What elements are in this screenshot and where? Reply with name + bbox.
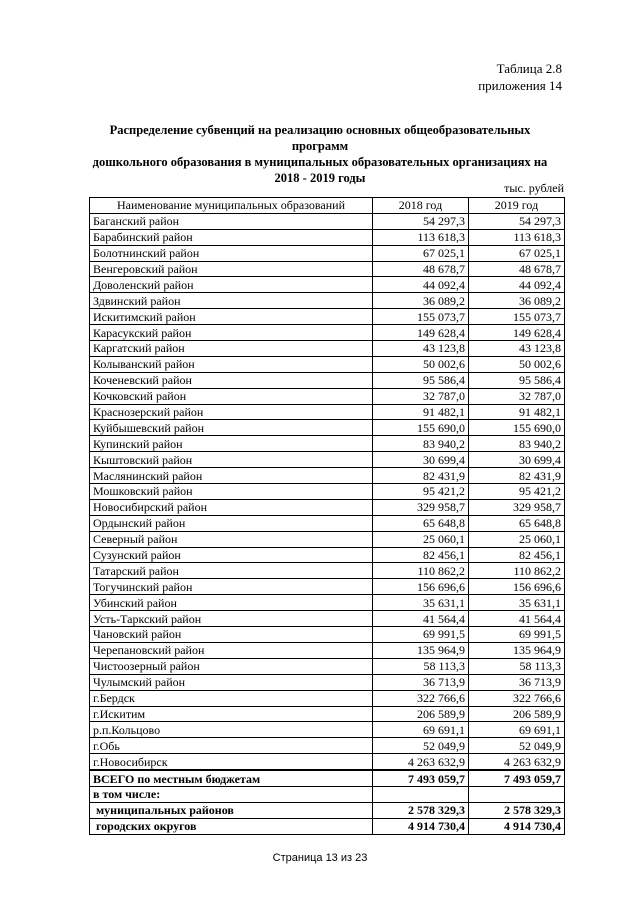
column-header-2018: 2018 год (373, 198, 469, 214)
table-row (90, 325, 565, 341)
value-2018: 50 002,6 (373, 356, 469, 372)
table-row (90, 388, 565, 404)
municipality-name: Баганский район (90, 213, 373, 229)
municipality-name: Ордынский район (90, 515, 373, 531)
municipality-name: Маслянинский район (90, 468, 373, 484)
municipality-name: Татарский район (90, 563, 373, 579)
value-2018: 52 049,9 (373, 738, 469, 754)
value-2019: 95 586,4 (469, 372, 565, 388)
municipality-name: Мошковский район (90, 484, 373, 500)
value-2018: 206 589,9 (373, 706, 469, 722)
table-row (90, 690, 565, 706)
value-2018: 58 113,3 (373, 658, 469, 674)
table-row (90, 372, 565, 388)
value-2018: 82 431,9 (373, 468, 469, 484)
table-row (90, 293, 565, 309)
value-2019: 322 766,6 (469, 690, 565, 706)
value-2019: 41 564,4 (469, 611, 565, 627)
table-row (90, 642, 565, 658)
including-row (90, 786, 565, 802)
including-label: в том числе: (90, 786, 373, 802)
table-row (90, 611, 565, 627)
value-2018: 83 940,2 (373, 436, 469, 452)
value-2018: 135 964,9 (373, 642, 469, 658)
table-row (90, 341, 565, 357)
table-row (90, 436, 565, 452)
value-2018: 36 089,2 (373, 293, 469, 309)
table-body (90, 213, 565, 770)
column-header-2019: 2019 год (469, 198, 565, 214)
municipality-name: Доволенский район (90, 277, 373, 293)
table-row (90, 579, 565, 595)
municipality-name: Здвинский район (90, 293, 373, 309)
table-row (90, 468, 565, 484)
value-2018: 67 025,1 (373, 245, 469, 261)
municipality-name: г.Новосибирск (90, 754, 373, 770)
value-2019: 69 691,1 (469, 722, 565, 738)
value-2018: 36 713,9 (373, 674, 469, 690)
table-row (90, 452, 565, 468)
subsidy-table (89, 197, 565, 835)
value-2018: 41 564,4 (373, 611, 469, 627)
table-row (90, 754, 565, 770)
municipality-name: Чистоозерный район (90, 658, 373, 674)
value-2019: 25 060,1 (469, 531, 565, 547)
value-2019: 155 073,7 (469, 309, 565, 325)
value-2018: 44 092,4 (373, 277, 469, 293)
municipality-name: Краснозерский район (90, 404, 373, 420)
municipality-name: г.Обь (90, 738, 373, 754)
value-2018: 54 297,3 (373, 213, 469, 229)
urban-districts-2019: 4 914 730,4 (469, 818, 565, 834)
value-2018: 95 586,4 (373, 372, 469, 388)
total-2019: 7 493 059,7 (469, 770, 565, 786)
value-2019: 82 431,9 (469, 468, 565, 484)
title-line-3: 2018 - 2019 годы (274, 171, 366, 185)
value-2018: 69 691,1 (373, 722, 469, 738)
table-row (90, 563, 565, 579)
table-summary (90, 770, 565, 834)
value-2018: 48 678,7 (373, 261, 469, 277)
municipality-name: Венгеровский район (90, 261, 373, 277)
municipality-name: Кочковский район (90, 388, 373, 404)
municipality-name: Купинский район (90, 436, 373, 452)
municipality-name: Кыштовский район (90, 452, 373, 468)
municipality-name: Северный район (90, 531, 373, 547)
table-row (90, 261, 565, 277)
value-2019: 149 628,4 (469, 325, 565, 341)
total-row (90, 770, 565, 786)
value-2019: 329 958,7 (469, 499, 565, 515)
municipality-name: Коченевский район (90, 372, 373, 388)
total-2018: 7 493 059,7 (373, 770, 469, 786)
value-2019: 35 631,1 (469, 595, 565, 611)
urban-districts-row (90, 818, 565, 834)
value-2018: 69 991,5 (373, 627, 469, 643)
value-2019: 95 421,2 (469, 484, 565, 500)
municipality-name: Колыванский район (90, 356, 373, 372)
value-2018: 43 123,8 (373, 341, 469, 357)
municipality-name: Болотнинский район (90, 245, 373, 261)
value-2018: 32 787,0 (373, 388, 469, 404)
appendix-number: приложения 14 (478, 78, 562, 93)
table-row (90, 658, 565, 674)
value-2019: 110 862,2 (469, 563, 565, 579)
table-header-row (90, 198, 565, 214)
municipality-name: Новосибирский район (90, 499, 373, 515)
table-row (90, 229, 565, 245)
value-2019: 113 618,3 (469, 229, 565, 245)
municipality-name: г.Искитим (90, 706, 373, 722)
municipality-name: Черепановский район (90, 642, 373, 658)
table-row (90, 706, 565, 722)
table-row (90, 245, 565, 261)
table-row (90, 404, 565, 420)
table-row (90, 595, 565, 611)
value-2019: 58 113,3 (469, 658, 565, 674)
table-row (90, 277, 565, 293)
table-row (90, 531, 565, 547)
value-2019: 54 297,3 (469, 213, 565, 229)
value-2018: 113 618,3 (373, 229, 469, 245)
value-2018: 155 073,7 (373, 309, 469, 325)
municipality-name: Чановский район (90, 627, 373, 643)
value-2019: 69 991,5 (469, 627, 565, 643)
municipal-districts-2019: 2 578 329,3 (469, 802, 565, 818)
value-2019: 206 589,9 (469, 706, 565, 722)
municipality-name: Куйбышевский район (90, 420, 373, 436)
value-2018: 65 648,8 (373, 515, 469, 531)
table-row (90, 738, 565, 754)
value-2018: 91 482,1 (373, 404, 469, 420)
table-row (90, 484, 565, 500)
table-row (90, 213, 565, 229)
value-2019: 156 696,6 (469, 579, 565, 595)
value-2019: 36 713,9 (469, 674, 565, 690)
value-2018: 322 766,6 (373, 690, 469, 706)
table-row (90, 420, 565, 436)
value-2019: 135 964,9 (469, 642, 565, 658)
value-2019: 32 787,0 (469, 388, 565, 404)
municipality-name: Барабинский район (90, 229, 373, 245)
value-2019: 155 690,0 (469, 420, 565, 436)
value-2019: 48 678,7 (469, 261, 565, 277)
municipality-name: Усть-Таркский район (90, 611, 373, 627)
including-empty-2019 (469, 786, 565, 802)
table-row (90, 309, 565, 325)
value-2018: 155 690,0 (373, 420, 469, 436)
municipality-name: Убинский район (90, 595, 373, 611)
page-footer: Страница 13 из 23 (272, 852, 368, 864)
municipal-districts-row (90, 802, 565, 818)
value-2018: 95 421,2 (373, 484, 469, 500)
value-2018: 329 958,7 (373, 499, 469, 515)
table-row (90, 674, 565, 690)
table-number: Таблица 2.8 (496, 61, 562, 76)
value-2019: 4 263 632,9 (469, 754, 565, 770)
value-2018: 82 456,1 (373, 547, 469, 563)
table-row (90, 356, 565, 372)
value-2019: 83 940,2 (469, 436, 565, 452)
value-2019: 43 123,8 (469, 341, 565, 357)
value-2018: 149 628,4 (373, 325, 469, 341)
municipality-name: Карасукский район (90, 325, 373, 341)
value-2019: 67 025,1 (469, 245, 565, 261)
municipality-name: Искитимский район (90, 309, 373, 325)
municipality-name: р.п.Кольцово (90, 722, 373, 738)
title-line-1: Распределение субвенций на реализацию основных общеобразовательных программ (109, 123, 531, 153)
document-title (80, 122, 560, 186)
value-2019: 36 089,2 (469, 293, 565, 309)
municipal-districts-label: муниципальных районов (90, 802, 373, 818)
table-row (90, 627, 565, 643)
value-2018: 25 060,1 (373, 531, 469, 547)
table-row (90, 515, 565, 531)
municipality-name: Каргатский район (90, 341, 373, 357)
municipality-name: Сузунский район (90, 547, 373, 563)
title-line-2: дошкольного образования в муниципальных образовательных организациях на (92, 155, 548, 169)
table-row (90, 722, 565, 738)
municipality-name: Тогучинский район (90, 579, 373, 595)
value-2019: 65 648,8 (469, 515, 565, 531)
including-empty-2018 (373, 786, 469, 802)
table-reference (478, 60, 562, 94)
urban-districts-2018: 4 914 730,4 (373, 818, 469, 834)
units-label: тыс. рублей (504, 181, 564, 195)
value-2018: 156 696,6 (373, 579, 469, 595)
urban-districts-label: городских округов (90, 818, 373, 834)
value-2019: 44 092,4 (469, 277, 565, 293)
municipality-name: г.Бердск (90, 690, 373, 706)
value-2018: 110 862,2 (373, 563, 469, 579)
value-2019: 52 049,9 (469, 738, 565, 754)
value-2018: 30 699,4 (373, 452, 469, 468)
municipal-districts-2018: 2 578 329,3 (373, 802, 469, 818)
table-row (90, 547, 565, 563)
column-header-name: Наименование муниципальных образований (90, 198, 373, 214)
value-2019: 30 699,4 (469, 452, 565, 468)
value-2018: 35 631,1 (373, 595, 469, 611)
value-2019: 50 002,6 (469, 356, 565, 372)
total-label: ВСЕГО по местным бюджетам (90, 770, 373, 786)
municipality-name: Чулымский район (90, 674, 373, 690)
value-2019: 82 456,1 (469, 547, 565, 563)
table-row (90, 499, 565, 515)
value-2018: 4 263 632,9 (373, 754, 469, 770)
value-2019: 91 482,1 (469, 404, 565, 420)
